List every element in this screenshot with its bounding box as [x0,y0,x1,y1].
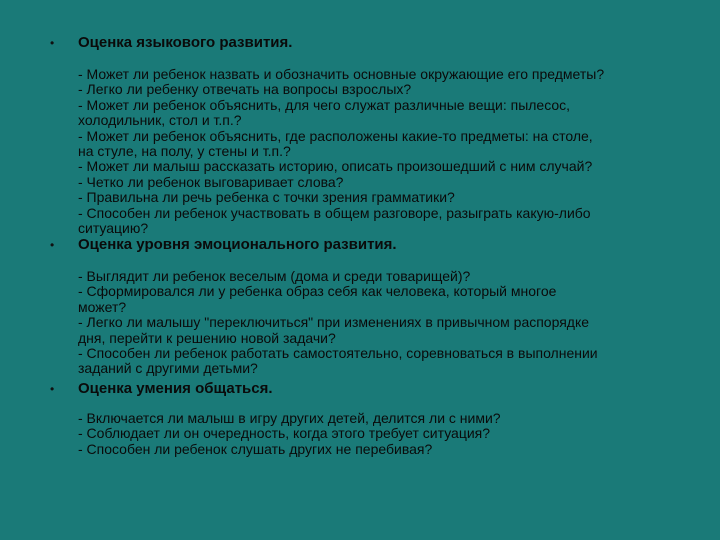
section-heading-language: Оценка языкового развития. [78,34,293,51]
bullet-marker: • [50,382,55,396]
section-heading-emotional: Оценка уровня эмоционального развития. [78,236,397,253]
section-body-language: - Может ли ребенок назвать и обозначить основные окружающие его предметы? - Легко ли ребенку отвечать на вопросы взрослых? - Может ли ребенок объяснить, для чего служат различные вещи: пылесос, холодильник, стол и т.п.? - Может ли ребенок объяснить, где расположены какие-то предметы: на столе, на стуле, на полу, у стены и т.п.? - Может ли малыш рассказать историю, описать произошедший с ним случай? - Четко ли ребенок выговаривает слова? - Правильна ли речь ребенка с точки зрения грамматики? - Способен ли ребенок участвовать в общем разговоре, разыграть какую-либо ситуацию? [78,66,605,237]
bullet-marker: • [50,36,55,50]
section-heading-communication: Оценка умения общаться. [78,380,273,397]
bullet-marker: • [50,238,55,252]
section-body-communication: - Включается ли малыш в игру других детей, делится ли с ними? - Соблюдает ли он очередность, когда этого требует ситуация? - Способен ли ребенок слушать других не перебивая? [78,410,501,457]
section-body-emotional: - Выглядит ли ребенок веселым (дома и среди товарищей)? - Сформировался ли у ребенка образ себя как человека, который многое может? - Легко ли малышу "переключиться" при изменениях в привычном распорядке дня, перейти к решению новой задачи? - Способен ли ребенок работать самостоятельно, соревноваться в выполнении заданий с другими детьми? [78,268,598,377]
